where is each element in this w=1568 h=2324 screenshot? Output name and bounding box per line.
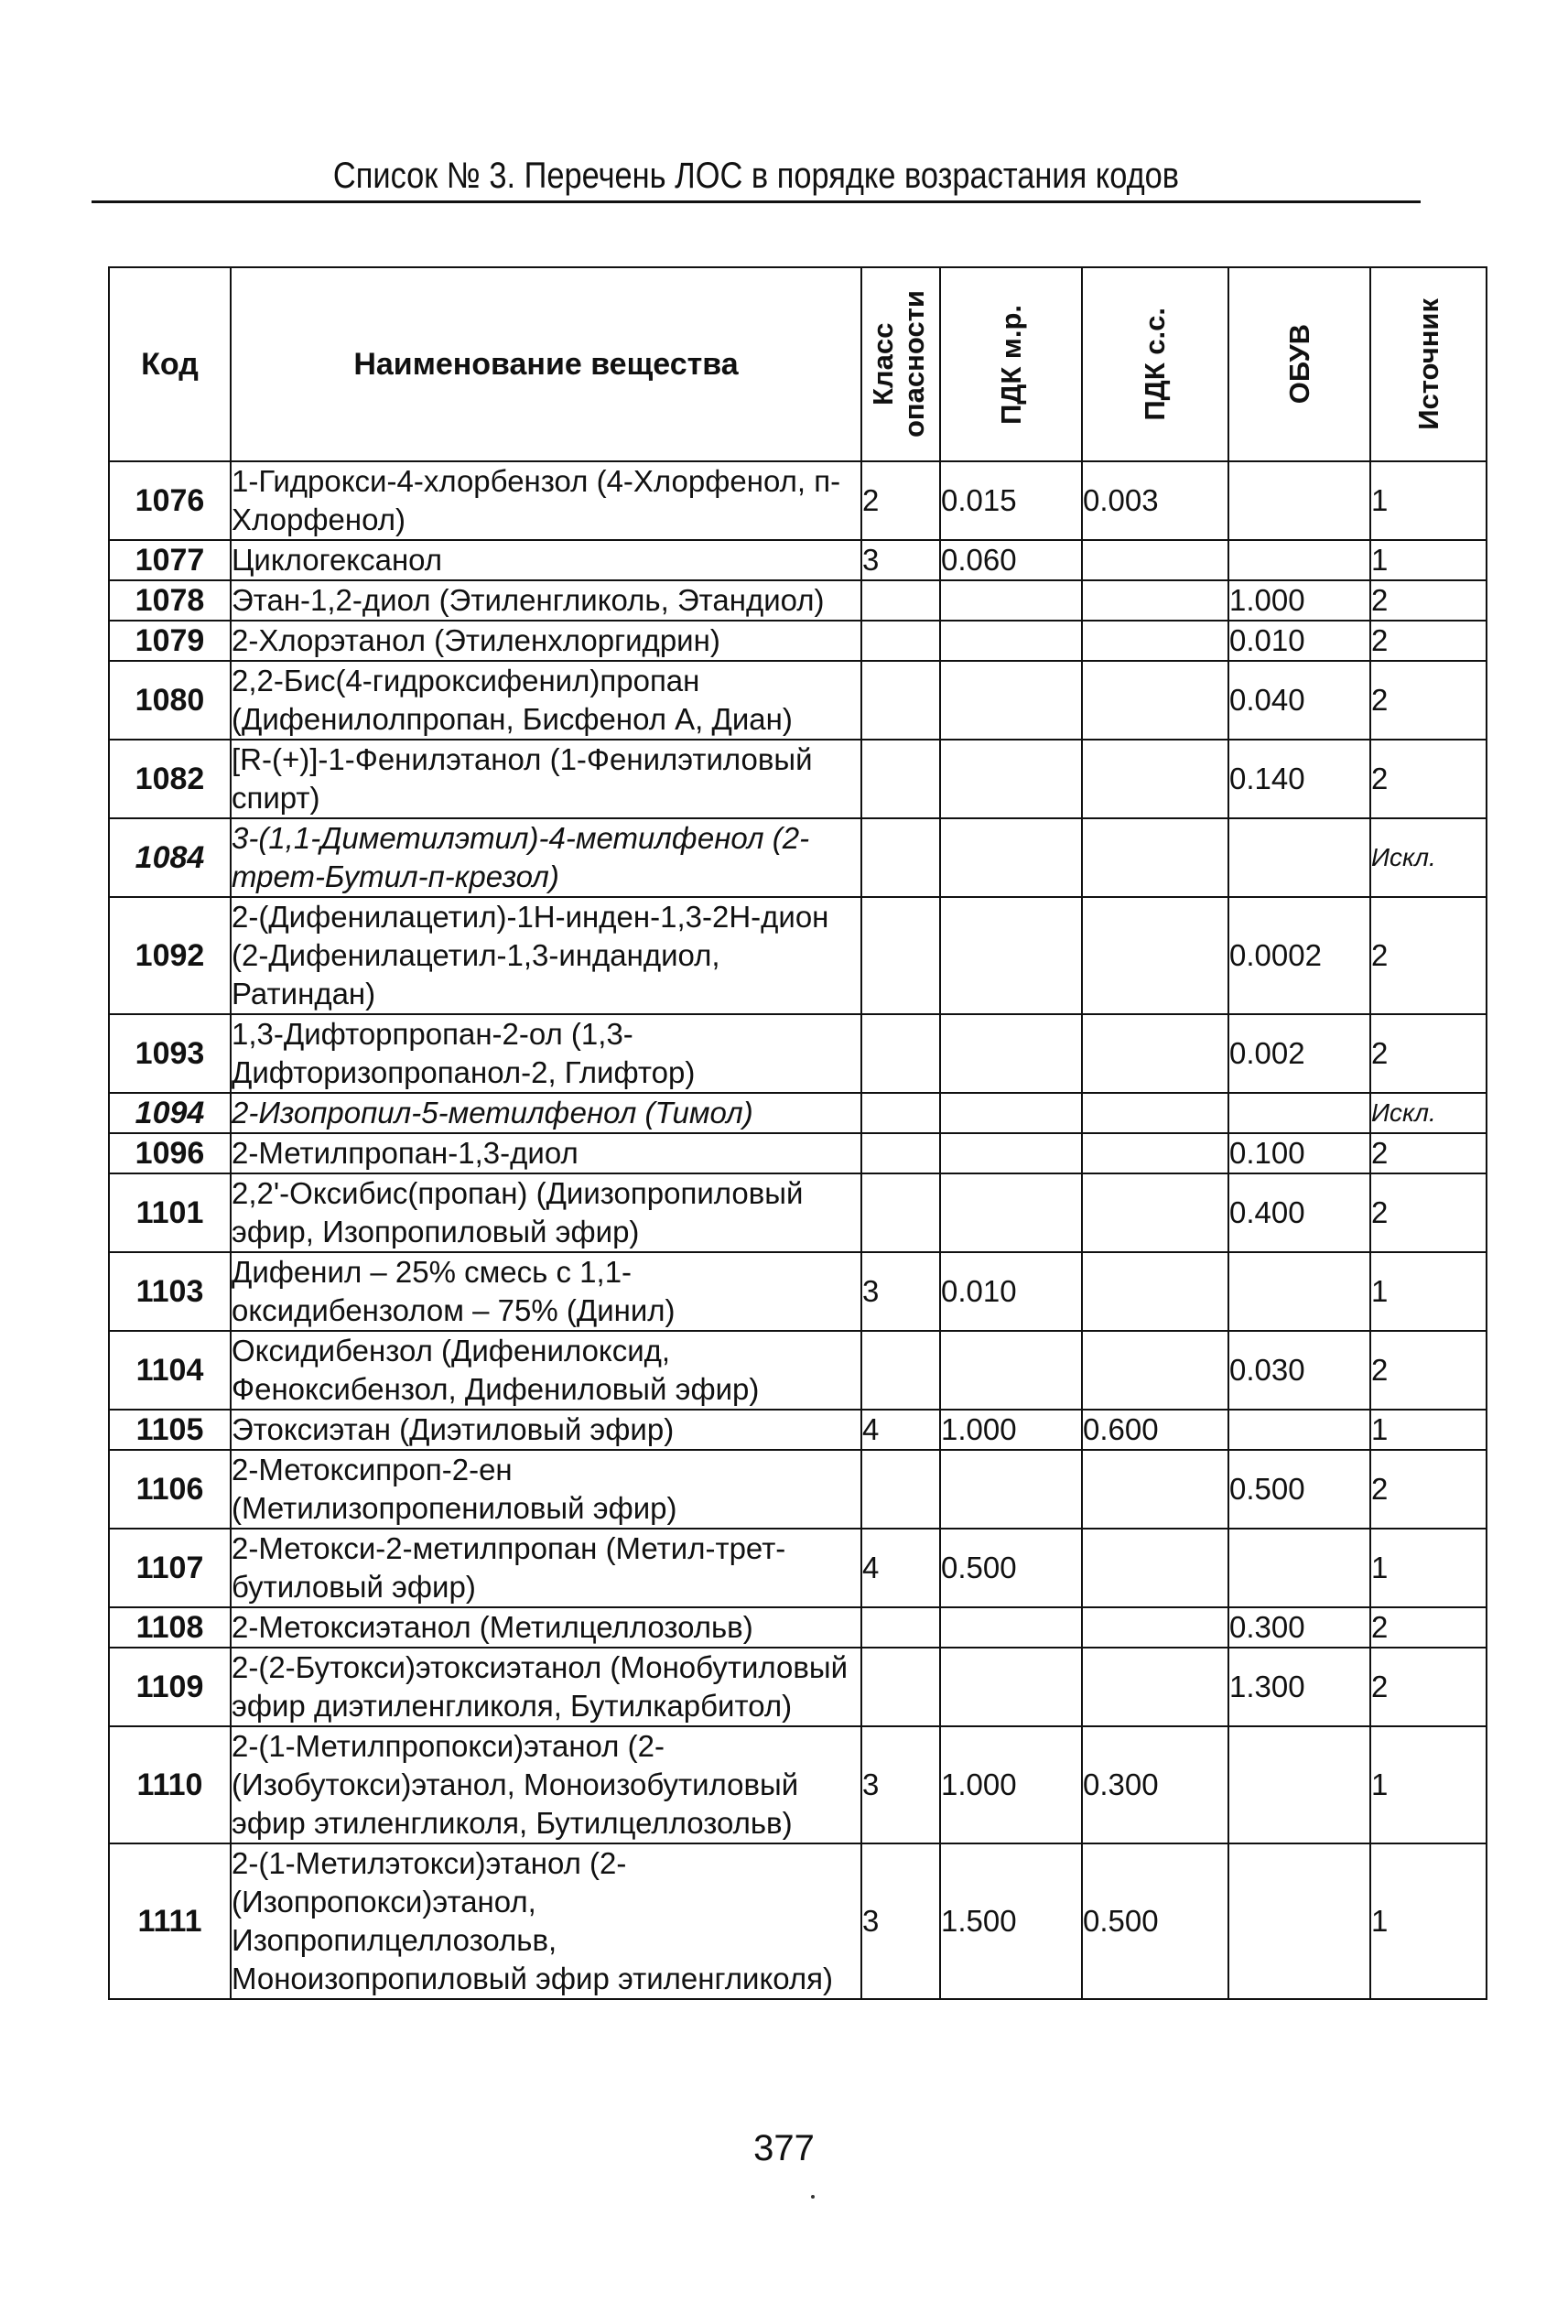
cell-name: 2,2'-Оксибис(пропан) (Диизопропиловый эфир, Изопропиловый эфир): [231, 1173, 861, 1252]
cell-code: 1109: [109, 1648, 231, 1726]
cell-name: Дифенил – 25% смесь с 1,1-оксидибензолом – 75% (Динил): [231, 1252, 861, 1331]
cell-obuv: 0.0002: [1228, 897, 1370, 1014]
cell-code: 1076: [109, 461, 231, 540]
cell-obuv: 0.140: [1228, 740, 1370, 818]
column-header-pdk-ss: [1082, 267, 1228, 461]
cell-code: 1101: [109, 1173, 231, 1252]
cell-pdk-mr: 1.500: [940, 1843, 1082, 1999]
table-row: [109, 1173, 1487, 1252]
page-title: Список № 3. Перечень ЛОС в порядке возрастания кодов: [332, 156, 1180, 196]
cell-code: 1103: [109, 1252, 231, 1331]
cell-name: 2-Метокси-2-метилпропан (Метил-трет-бутиловый эфир): [231, 1529, 861, 1607]
cell-name: 2-Метоксиэтанол (Метилцеллозольв): [231, 1607, 861, 1648]
cell-name: 3-(1,1-Диметилэтил)-4-метилфенол (2-трет-Бутил-п-крезол): [231, 818, 861, 897]
cell-pdk-ss: [1082, 580, 1228, 621]
table-row: [109, 621, 1487, 661]
cell-name: 2-Хлорэтанол (Этиленхлоргидрин): [231, 621, 861, 661]
cell-source: 1: [1370, 1529, 1487, 1607]
cell-pdk-mr: [940, 1331, 1082, 1410]
cell-obuv: 0.500: [1228, 1450, 1370, 1529]
table-body: [109, 461, 1487, 1999]
cell-pdk-ss: [1082, 1529, 1228, 1607]
cell-name: 2-(1-Метилпропокси)этанол (2-(Изобутокси)этанол, Моноизобутиловый эфир этиленгликоля, Бутилцеллозольв): [231, 1726, 861, 1843]
cell-obuv: [1228, 1252, 1370, 1331]
table-row: [109, 1529, 1487, 1607]
cell-pdk-mr: [940, 1173, 1082, 1252]
cell-pdk-ss: 0.500: [1082, 1843, 1228, 1999]
cell-obuv: 0.400: [1228, 1173, 1370, 1252]
cell-hazard-class: 2: [861, 461, 940, 540]
cell-code: 1080: [109, 661, 231, 740]
cell-name: 1-Гидрокси-4-хлорбензол (4-Хлорфенол, п-Хлорфенол): [231, 461, 861, 540]
cell-pdk-mr: [940, 740, 1082, 818]
substances-table: [108, 266, 1487, 2000]
cell-pdk-ss: 0.003: [1082, 461, 1228, 540]
cell-source: 1: [1370, 1410, 1487, 1450]
cell-source: 2: [1370, 1331, 1487, 1410]
cell-hazard-class: 3: [861, 1252, 940, 1331]
cell-obuv: [1228, 818, 1370, 897]
cell-obuv: [1228, 1410, 1370, 1450]
page-number: 377: [753, 2128, 815, 2168]
cell-hazard-class: 4: [861, 1529, 940, 1607]
cell-source: Искл.: [1370, 1093, 1487, 1133]
header-divider: [92, 200, 1421, 203]
table-row: [109, 580, 1487, 621]
cell-source: 2: [1370, 1014, 1487, 1093]
cell-hazard-class: [861, 1450, 940, 1529]
cell-obuv: 0.030: [1228, 1331, 1370, 1410]
column-header-name: Наименование вещества: [231, 267, 861, 461]
cell-source: 2: [1370, 1648, 1487, 1726]
cell-hazard-class: [861, 897, 940, 1014]
cell-pdk-mr: [940, 1607, 1082, 1648]
cell-hazard-class: 3: [861, 1726, 940, 1843]
cell-name: Этан-1,2-диол (Этиленгликоль, Этандиол): [231, 580, 861, 621]
cell-pdk-ss: [1082, 1607, 1228, 1648]
cell-pdk-ss: [1082, 1173, 1228, 1252]
cell-pdk-mr: 1.000: [940, 1410, 1082, 1450]
cell-pdk-ss: [1082, 1252, 1228, 1331]
cell-obuv: 0.040: [1228, 661, 1370, 740]
cell-code: 1093: [109, 1014, 231, 1093]
cell-obuv: [1228, 540, 1370, 580]
cell-hazard-class: 3: [861, 540, 940, 580]
cell-source: 1: [1370, 540, 1487, 580]
cell-name: 2-Метилпропан-1,3-диол: [231, 1133, 861, 1173]
cell-code: 1079: [109, 621, 231, 661]
table-row: [109, 1450, 1487, 1529]
cell-pdk-ss: [1082, 1133, 1228, 1173]
cell-pdk-mr: [940, 1133, 1082, 1173]
table-row: [109, 897, 1487, 1014]
column-header-pdk-mr: [940, 267, 1082, 461]
cell-source: 2: [1370, 1133, 1487, 1173]
cell-hazard-class: [861, 1014, 940, 1093]
column-header-hazard-class: [861, 267, 940, 461]
cell-source: 2: [1370, 1607, 1487, 1648]
cell-name: 2-Метоксипроп-2-ен (Метилизопропениловый эфир): [231, 1450, 861, 1529]
cell-pdk-mr: [940, 818, 1082, 897]
cell-name: Циклогексанол: [231, 540, 861, 580]
cell-hazard-class: [861, 1331, 940, 1410]
column-header-source-label: Источник: [1411, 298, 1444, 430]
cell-hazard-class: 3: [861, 1843, 940, 1999]
cell-name: [R-(+)]-1-Фенилэтанол (1-Фенилэтиловый спирт): [231, 740, 861, 818]
column-header-source: [1370, 267, 1487, 461]
cell-obuv: [1228, 461, 1370, 540]
cell-obuv: 0.010: [1228, 621, 1370, 661]
cell-hazard-class: [861, 1133, 940, 1173]
cell-source: 2: [1370, 1450, 1487, 1529]
cell-pdk-ss: [1082, 621, 1228, 661]
cell-pdk-mr: [940, 897, 1082, 1014]
cell-hazard-class: [861, 1648, 940, 1726]
cell-pdk-ss: [1082, 1093, 1228, 1133]
column-header-obuv-label: ОБУВ: [1282, 324, 1315, 405]
cell-pdk-ss: 0.600: [1082, 1410, 1228, 1450]
cell-hazard-class: [861, 1607, 940, 1648]
cell-source: 2: [1370, 580, 1487, 621]
table-row: [109, 1133, 1487, 1173]
cell-pdk-ss: 0.300: [1082, 1726, 1228, 1843]
table-row: [109, 1410, 1487, 1450]
cell-name: 2-(Дифенилацетил)-1Н-инден-1,3-2Н-дион (2-Дифенилацетил-1,3-индандиол, Ратиндан): [231, 897, 861, 1014]
cell-pdk-ss: [1082, 540, 1228, 580]
cell-source: 2: [1370, 621, 1487, 661]
cell-name: 2-Изопропил-5-метилфенол (Тимол): [231, 1093, 861, 1133]
cell-source: 2: [1370, 897, 1487, 1014]
cell-source: 1: [1370, 1252, 1487, 1331]
cell-source: 2: [1370, 740, 1487, 818]
cell-pdk-mr: [940, 621, 1082, 661]
cell-source: 2: [1370, 661, 1487, 740]
cell-code: 1077: [109, 540, 231, 580]
cell-pdk-mr: [940, 1014, 1082, 1093]
table-row: [109, 1843, 1487, 1999]
cell-obuv: [1228, 1093, 1370, 1133]
column-header-pdk-ss-label: ПДК с.с.: [1139, 308, 1171, 421]
cell-pdk-ss: [1082, 897, 1228, 1014]
cell-source: 2: [1370, 1173, 1487, 1252]
table-row: [109, 818, 1487, 897]
cell-hazard-class: [861, 1093, 940, 1133]
cell-pdk-mr: [940, 1648, 1082, 1726]
cell-code: 1104: [109, 1331, 231, 1410]
cell-hazard-class: [861, 740, 940, 818]
table-row: [109, 1648, 1487, 1726]
cell-name: Оксидибензол (Дифенилоксид, Феноксибензол, Дифениловый эфир): [231, 1331, 861, 1410]
table-row: [109, 1331, 1487, 1410]
table-row: [109, 1252, 1487, 1331]
cell-name: 2-(2-Бутокси)этоксиэтанол (Монобутиловый эфир диэтиленгликоля, Бутилкарбитол): [231, 1648, 861, 1726]
column-header-code: Код: [109, 267, 231, 461]
cell-pdk-mr: 0.500: [940, 1529, 1082, 1607]
cell-pdk-mr: 0.015: [940, 461, 1082, 540]
cell-pdk-mr: 0.010: [940, 1252, 1082, 1331]
cell-name: 2,2-Бис(4-гидроксифенил)пропан (Дифенилолпропан, Бисфенол А, Диан): [231, 661, 861, 740]
cell-code: 1106: [109, 1450, 231, 1529]
cell-code: 1108: [109, 1607, 231, 1648]
cell-name: Этоксиэтан (Диэтиловый эфир): [231, 1410, 861, 1450]
cell-hazard-class: [861, 621, 940, 661]
cell-code: 1110: [109, 1726, 231, 1843]
cell-name: 2-(1-Метилэтокси)этанол (2-(Изопропокси)этанол, Изопропилцеллозольв, Моноизопропиловый эфир этиленгликоля): [231, 1843, 861, 1999]
table-header-row: [109, 267, 1487, 461]
cell-pdk-ss: [1082, 1648, 1228, 1726]
cell-name: 1,3-Дифторпропан-2-ол (1,3-Дифторизопропанол-2, Глифтор): [231, 1014, 861, 1093]
cell-hazard-class: [861, 1173, 940, 1252]
cell-code: 1078: [109, 580, 231, 621]
cell-pdk-mr: [940, 1093, 1082, 1133]
cell-obuv: 0.100: [1228, 1133, 1370, 1173]
cell-pdk-ss: [1082, 740, 1228, 818]
column-header-hazard-class-label: Класс опасности: [867, 290, 930, 438]
cell-pdk-mr: 1.000: [940, 1726, 1082, 1843]
cell-pdk-ss: [1082, 818, 1228, 897]
cell-code: 1084: [109, 818, 231, 897]
table-row: [109, 461, 1487, 540]
cell-obuv: [1228, 1726, 1370, 1843]
cell-pdk-mr: [940, 580, 1082, 621]
cell-code: 1111: [109, 1843, 231, 1999]
cell-obuv: [1228, 1529, 1370, 1607]
cell-code: 1107: [109, 1529, 231, 1607]
table-row: [109, 1726, 1487, 1843]
cell-code: 1082: [109, 740, 231, 818]
cell-obuv: [1228, 1843, 1370, 1999]
cell-code: 1105: [109, 1410, 231, 1450]
column-header-obuv: [1228, 267, 1370, 461]
cell-obuv: 1.000: [1228, 580, 1370, 621]
cell-pdk-mr: [940, 1450, 1082, 1529]
cell-source: Искл.: [1370, 818, 1487, 897]
page-mark: [811, 2195, 815, 2199]
table-row: [109, 540, 1487, 580]
cell-obuv: 0.300: [1228, 1607, 1370, 1648]
cell-hazard-class: [861, 818, 940, 897]
cell-pdk-mr: [940, 661, 1082, 740]
cell-source: 1: [1370, 1726, 1487, 1843]
cell-pdk-ss: [1082, 661, 1228, 740]
cell-hazard-class: [861, 580, 940, 621]
cell-source: 1: [1370, 1843, 1487, 1999]
cell-source: 1: [1370, 461, 1487, 540]
column-header-pdk-mr-label: ПДК м.р.: [994, 304, 1027, 425]
table-row: [109, 740, 1487, 818]
cell-hazard-class: [861, 661, 940, 740]
table-row: [109, 661, 1487, 740]
cell-pdk-ss: [1082, 1450, 1228, 1529]
cell-hazard-class: 4: [861, 1410, 940, 1450]
cell-code: 1096: [109, 1133, 231, 1173]
table-row: [109, 1014, 1487, 1093]
cell-pdk-ss: [1082, 1331, 1228, 1410]
cell-obuv: 1.300: [1228, 1648, 1370, 1726]
cell-code: 1092: [109, 897, 231, 1014]
cell-obuv: 0.002: [1228, 1014, 1370, 1093]
table-row: [109, 1607, 1487, 1648]
cell-pdk-mr: 0.060: [940, 540, 1082, 580]
cell-code: 1094: [109, 1093, 231, 1133]
table-row: [109, 1093, 1487, 1133]
cell-pdk-ss: [1082, 1014, 1228, 1093]
